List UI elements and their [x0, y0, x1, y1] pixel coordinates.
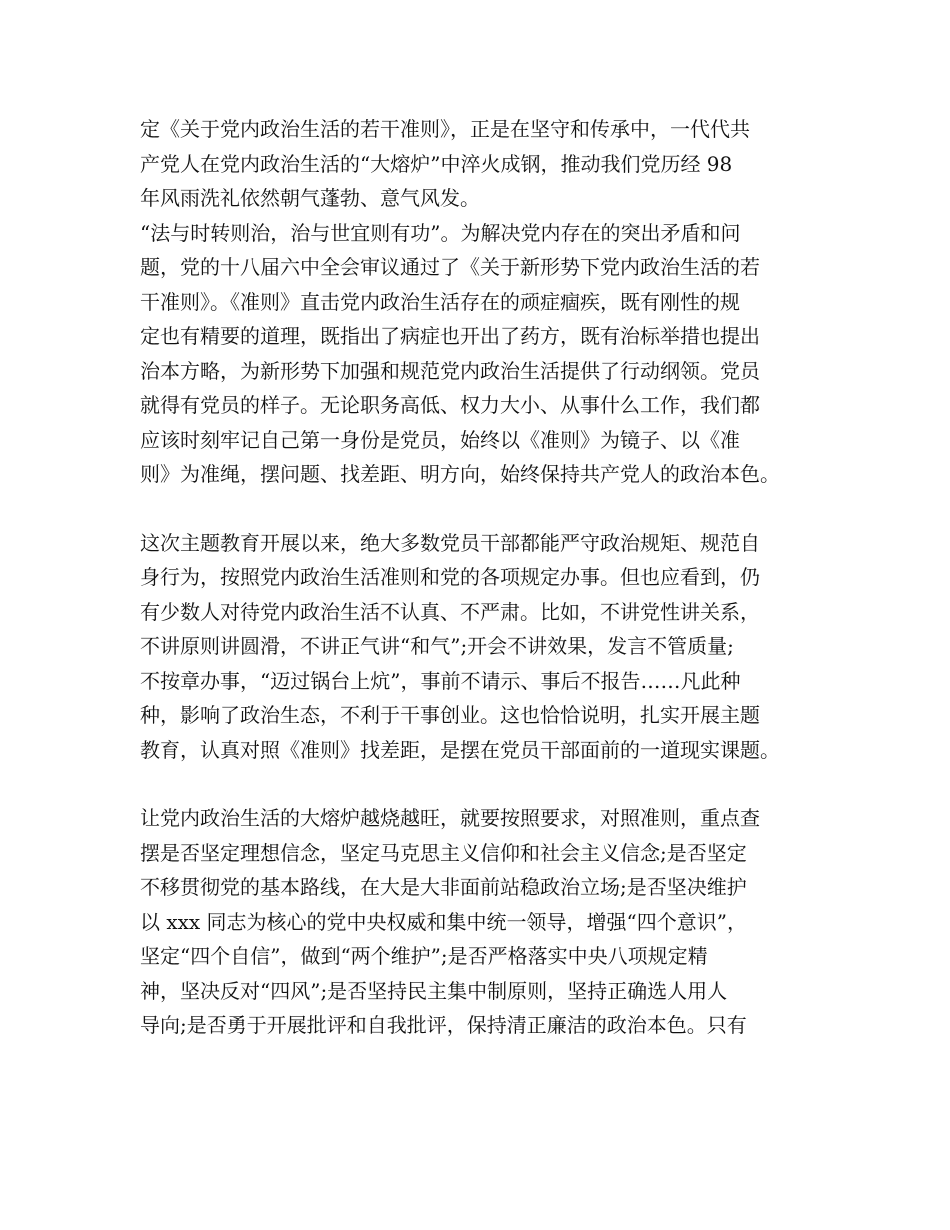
text-line: 就得有党员的样子。无论职务高低、权力大小、从事什么工作，我们都: [140, 393, 760, 417]
text-line: 种，影响了政治生态，不利于干事创业。这也恰恰说明，扎实开展主题: [140, 703, 760, 727]
text-line: 不移贯彻党的基本路线，在大是大非面前站稳政治立场;是否坚决维护: [140, 875, 747, 899]
text-line: 这次主题教育开展以来，绝大多数党员干部都能严守政治规矩、规范自: [140, 530, 760, 555]
text-line: 导向;是否勇于开展批评和自我批评，保持清正廉洁的政治本色。只有: [140, 1013, 747, 1037]
text-line: 坚定“四个自信”，做到“两个维护”;是否严格落实中央八项规定精: [140, 944, 708, 968]
text-line: 年风雨洗礼依然朝气蓬勃、意气风发。: [140, 186, 480, 210]
paragraph-4: [140, 801, 830, 1043]
paragraph-spacer: [140, 492, 830, 526]
text-line: 不讲原则讲圆滑，不讲正气讲“和气”;开会不讲效果，发言不管质量;: [140, 634, 734, 658]
text-line: 让党内政治生活的大熔炉越烧越旺，就要按照要求，对照准则，重点查: [140, 806, 760, 830]
text-line: 有少数人对待党内政治生活不认真、不严肃。比如，不讲党性讲关系，: [140, 599, 760, 624]
text-line: 以 xxx 同志为核心的党中央权威和集中统一领导，增强“四个意识”，: [140, 909, 748, 934]
text-line: 定也有精要的道理，既指出了病症也开出了药方，既有治标举措也提出: [140, 324, 760, 348]
text-line: 教育，认真对照《准则》找差距，是摆在党员干部面前的一道现实课题。: [140, 737, 780, 762]
text-line: “法与时转则治，治与世宜则有功”。为解决党内存在的突出矛盾和问: [140, 220, 741, 245]
text-line: 产党人在党内政治生活的“大熔炉”中淬火成钢，推动我们党历经 98: [140, 151, 733, 176]
text-line: 定《关于党内政治生活的若干准则》，正是在坚守和传承中，一代代共: [140, 117, 750, 141]
paragraph-spacer: [140, 767, 830, 801]
text-line: 不按章办事，“迈过锅台上炕”，事前不请示、事后不报告……凡此种: [140, 668, 741, 693]
text-line: 治本方略，为新形势下加强和规范党内政治生活提供了行动纲领。党员: [140, 358, 760, 383]
paragraph-1: [140, 112, 830, 216]
text-line: 身行为，按照党内政治生活准则和党的各项规定办事。但也应看到，仍: [140, 565, 760, 589]
text-line: 应该时刻牢记自己第一身份是党员，始终以《准则》为镜子、以《准: [140, 427, 740, 452]
document-body: [140, 112, 830, 1043]
text-line: 则》为准绳，摆问题、找差距、明方向，始终保持共产党人的政治本色。: [140, 462, 780, 486]
paragraph-2: [140, 216, 830, 492]
text-line: 题，党的十八届六中全会审议通过了《关于新形势下党内政治生活的若: [140, 255, 760, 279]
text-line: 干准则》。《准则》直击党内政治生活存在的顽症痼疾，既有刚性的规: [140, 289, 740, 314]
text-line: 神，坚决反对“四风”;是否坚持民主集中制原则，坚持正确选人用人: [140, 978, 728, 1003]
text-line: 摆是否坚定理想信念，坚定马克思主义信仰和社会主义信念;是否坚定: [140, 840, 747, 865]
paragraph-3: [140, 526, 830, 768]
